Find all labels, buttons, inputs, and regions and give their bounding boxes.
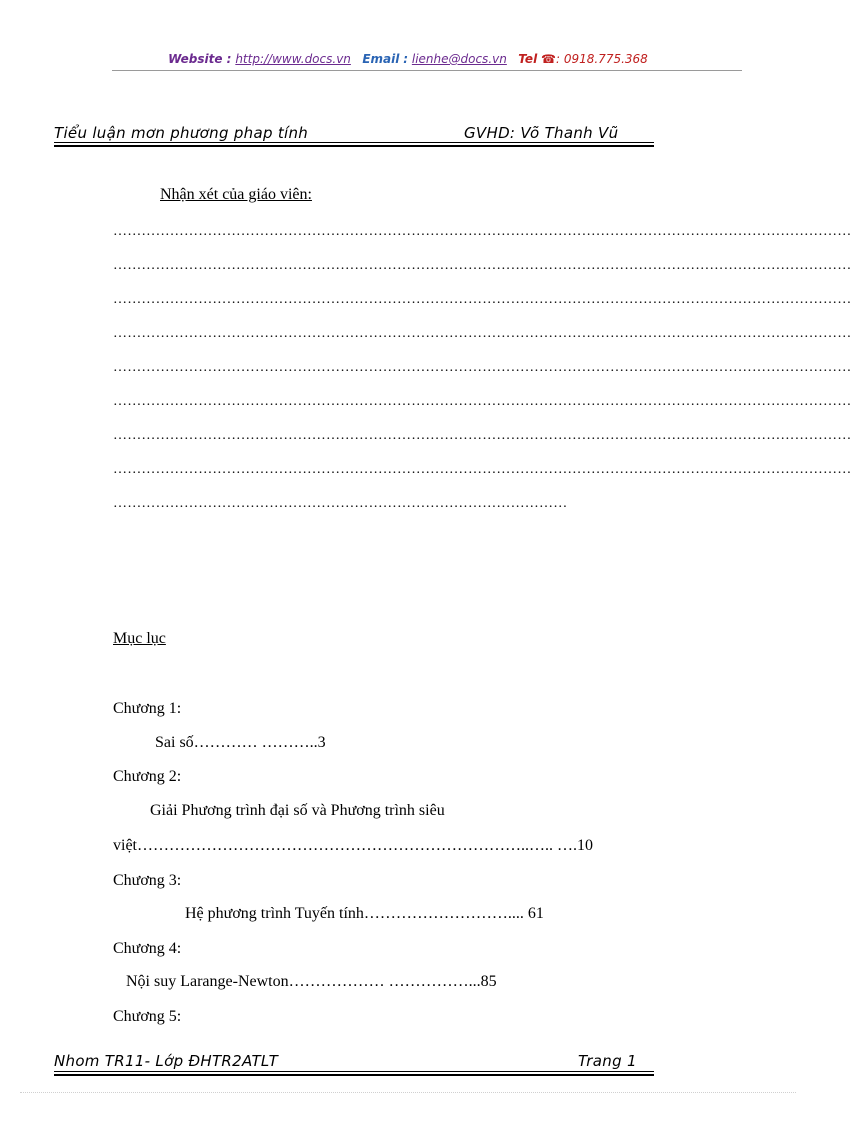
document-footer: [54, 1052, 654, 1070]
remarks-line: …………………………………………………………………………………………………………………………………………: [113, 428, 851, 443]
document-header: [54, 124, 654, 142]
remarks-line: …………………………………………………………………………………………………………………………………………: [113, 326, 851, 341]
instructor-name: GVHD: Võ Thanh Vũ: [464, 124, 619, 142]
site-header: [0, 52, 816, 66]
remarks-line: …………………………………………………………………………………………………………………………………………: [113, 462, 851, 477]
email-separator: :: [403, 52, 409, 66]
website-link[interactable]: http://www.docs.vn: [235, 52, 351, 66]
toc-entry-4: Nội suy Larange-Newton……………… ……………...85: [126, 973, 497, 990]
group-class: Nhom TR11- Lớp ĐHTR2ATLT: [54, 1052, 279, 1070]
remarks-title: Nhận xét của giáo viên:: [160, 186, 312, 203]
tel-label: Tel: [518, 52, 538, 66]
toc-chapter-2: Chương 2:: [113, 768, 182, 785]
remarks-line: …………………………………………………………………………………………………………………………………………: [113, 224, 851, 239]
toc-entry-2-cont: việt………………………………………………………………..….. ….10: [113, 837, 593, 854]
toc-chapter-1: Chương 1:: [113, 700, 182, 717]
toc-entry-3: Hệ phương trình Tuyến tính……………………….... 61: [185, 905, 544, 922]
remarks-line: …………………………………………………………………………………………………………………………………………: [113, 292, 851, 307]
toc-chapter-4: Chương 4:: [113, 940, 182, 957]
remarks-line-last: ……………………………………………………………………………………: [113, 496, 568, 511]
site-header-rule: [112, 70, 742, 71]
email-link[interactable]: lienhe@docs.vn: [411, 52, 507, 66]
page-bottom-border: [20, 1092, 796, 1093]
toc-chapter-5: Chương 5:: [113, 1008, 182, 1025]
document-footer-rule: [54, 1071, 654, 1076]
document-header-rule: [54, 142, 654, 147]
email-label: Email: [362, 52, 400, 66]
course-title: Tiểu luận mơn phương phap tính: [54, 124, 309, 142]
remarks-line: …………………………………………………………………………………………………………………………………………: [113, 360, 851, 375]
page-number: Trang 1: [578, 1052, 637, 1070]
phone-icon: ☎: [541, 52, 556, 66]
website-label: Website :: [168, 52, 232, 66]
toc-chapter-3: Chương 3:: [113, 872, 182, 889]
toc-entry-2: Giải Phương trình đại số và Phương trình siêu: [150, 802, 445, 819]
remarks-line: …………………………………………………………………………………………………………………………………………: [113, 258, 851, 273]
remarks-line: …………………………………………………………………………………………………………………………………………: [113, 394, 851, 409]
toc-title: Mục lục: [113, 630, 166, 647]
toc-entry-1: Sai số………… ………..3: [155, 734, 326, 751]
phone-number: : 0918.775.368: [555, 52, 648, 66]
